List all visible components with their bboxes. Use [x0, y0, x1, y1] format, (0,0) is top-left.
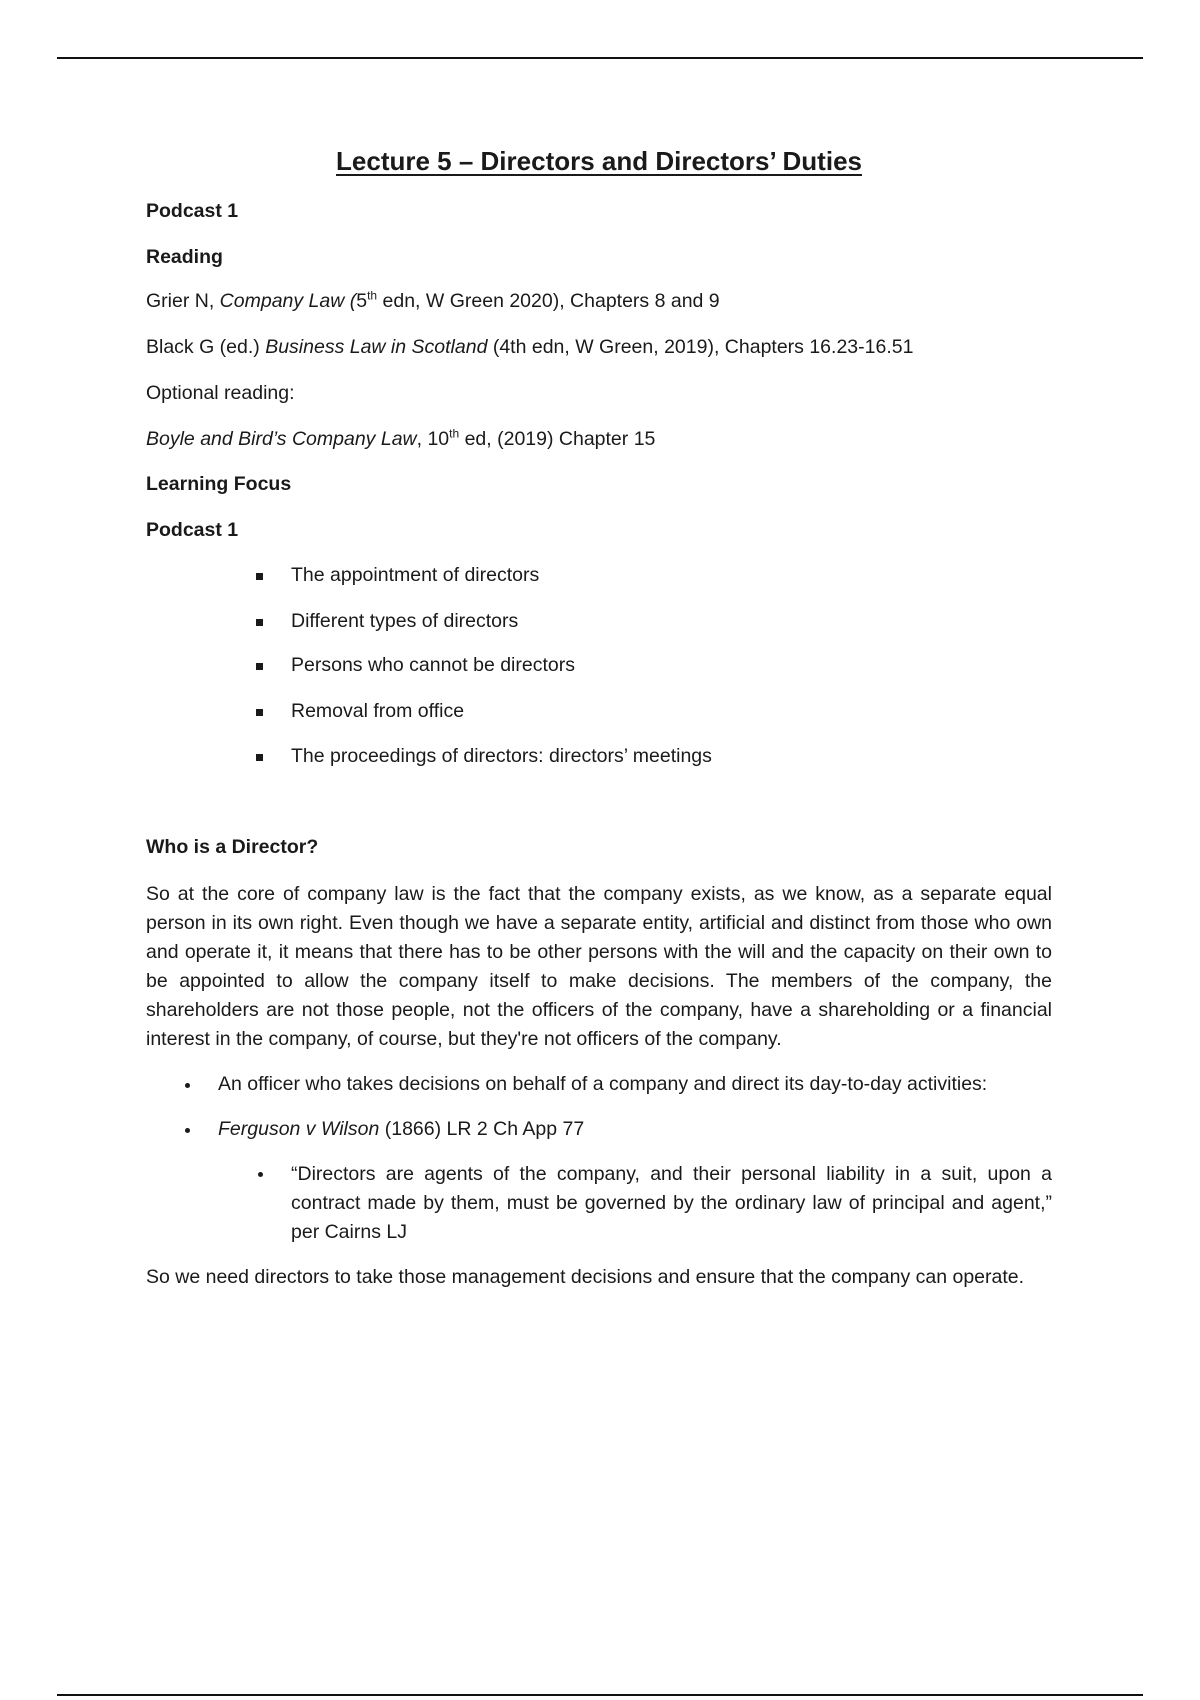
bullet-icon [185, 1128, 190, 1133]
square-bullet-icon [256, 754, 263, 761]
reading-heading: Reading [146, 246, 223, 268]
podcast-heading-2: Podcast 1 [146, 519, 239, 541]
square-bullet-icon [256, 709, 263, 716]
optional-reading-item: Boyle and Bird’s Company Law, 10th ed, (2019) Chapter 15 [146, 426, 656, 450]
top-rule [57, 57, 1143, 59]
closing-paragraph: So we need directors to take those management decisions and ensure that the company can operate. [146, 1266, 1025, 1288]
bullet-icon [185, 1083, 190, 1088]
body-paragraph: So at the core of company law is the fact that the company exists, as we know, as a separate equal person in its own right. Even though we have a separate entity, artificial and distinct from those who own and operate it, it means that there has to be other persons with the will and the capacity on their own to be appointed to allow the company itself to make decisions. The members of the company, the shareholders are not those people, not the officers of the company, have a shareholding or a financial interest in the company, of course, but they're not officers of the company. [146, 883, 1052, 1050]
reading-item: Black G (ed.) Business Law in Scotland (4th edn, W Green, 2019), Chapters 16.23-16.51 [146, 336, 914, 358]
optional-reading-label: Optional reading: [146, 382, 295, 404]
section-heading: Who is a Director? [146, 836, 319, 858]
podcast-heading: Podcast 1 [146, 200, 239, 222]
bottom-rule [57, 1694, 1143, 1696]
square-bullet-icon [256, 573, 263, 580]
learning-focus-heading: Learning Focus [146, 473, 292, 495]
square-bullet-icon [256, 619, 263, 626]
square-bullet-icon [256, 663, 263, 670]
case-quote: “Directors are agents of the company, and their personal liability in a suit, upon a contract made by them, must be governed by the ordinary law of principal and agent,” per Cairns LJ [291, 1163, 1052, 1243]
bullet-icon [258, 1172, 263, 1177]
reading-item: Grier N, Company Law (5th edn, W Green 2020), Chapters 8 and 9 [146, 288, 720, 312]
page-title: Lecture 5 – Directors and Directors’ Duties [336, 146, 862, 176]
